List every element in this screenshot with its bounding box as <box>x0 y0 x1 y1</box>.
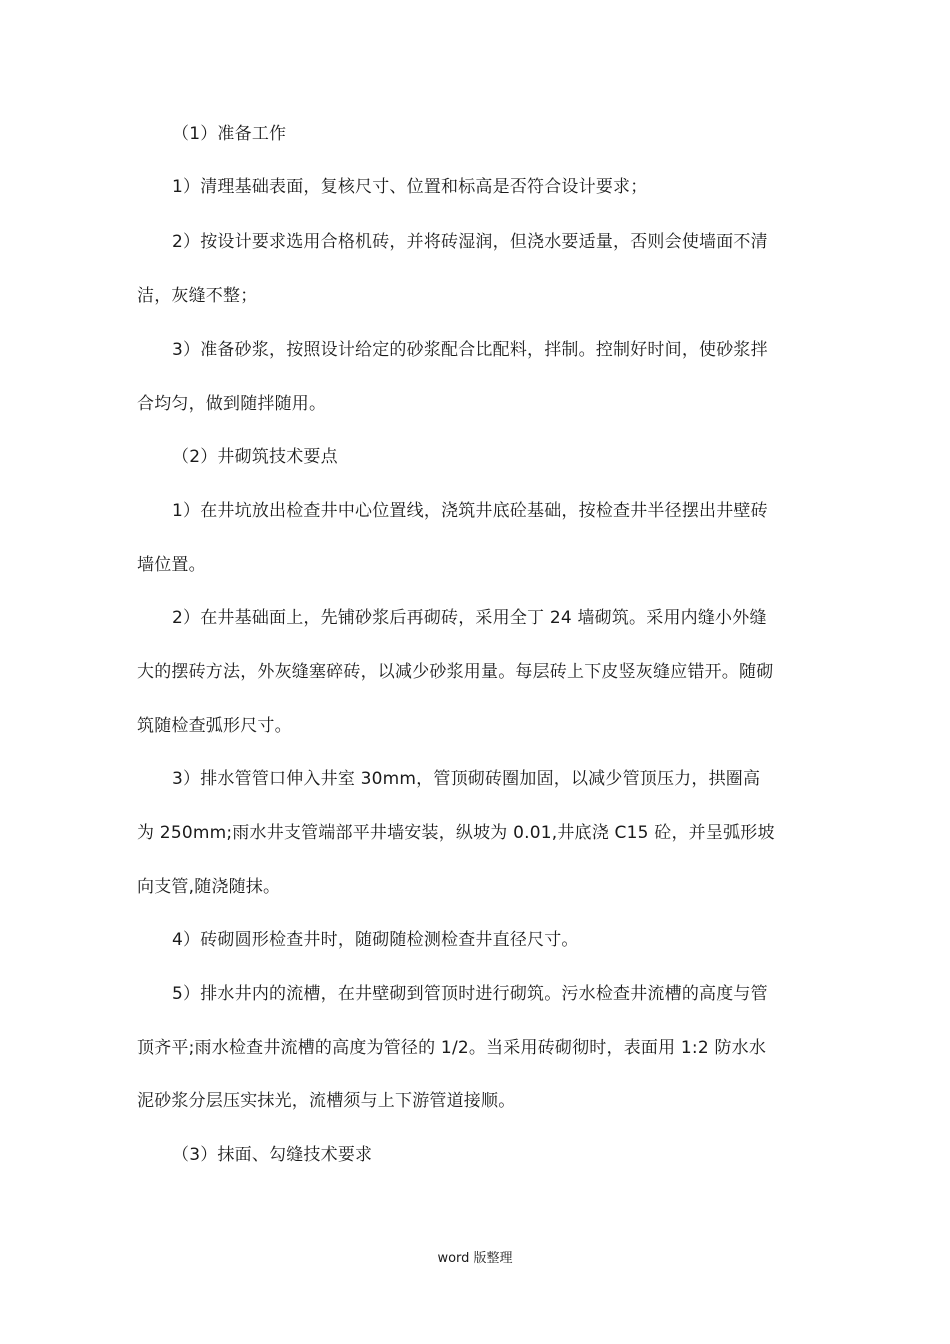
paragraph-line: 合均匀，做到随拌随用。 <box>137 394 327 414</box>
paragraph-line: 为 250mm;雨水井支管端部平井墙安装，纵坡为 0.01,井底浇 C15 砼，并呈弧形坡 <box>137 823 775 843</box>
paragraph-line: 5）排水井内的流槽，在井壁砌到管顶时进行砌筑。污水检查井流槽的高度与管 <box>172 984 768 1004</box>
paragraph-line: 泥砂浆分层压实抹光，流槽须与上下游管道接顺。 <box>137 1091 516 1111</box>
heading-plastering: （3）抹面、勾缝技术要求 <box>172 1145 373 1165</box>
paragraph-line: 3）排水管管口伸入井室 30mm，管顶砌砖圈加固，以减少管顶压力，拱圈高 <box>172 769 761 789</box>
paragraph-line: 2）按设计要求选用合格机砖，并将砖湿润，但浇水要适量，否则会使墙面不清 <box>172 232 768 252</box>
paragraph-line: 1）清理基础表面，复核尺寸、位置和标高是否符合设计要求； <box>172 177 648 197</box>
paragraph-line: 向支管,随浇随抹。 <box>137 877 281 897</box>
paragraph-line: 洁，灰缝不整； <box>137 286 258 306</box>
paragraph-line: 3）准备砂浆，按照设计给定的砂浆配合比配料，拌制。控制好时间，使砂浆拌 <box>172 340 768 360</box>
paragraph-line: 筑随检查弧形尺寸。 <box>137 716 292 736</box>
paragraph-line: 4）砖砌圆形检查井时，随砌随检测检查井直径尺寸。 <box>172 930 579 950</box>
paragraph-line: 墙位置。 <box>137 555 206 575</box>
heading-preparation: （1）准备工作 <box>172 124 287 144</box>
heading-masonry: （2）井砌筑技术要点 <box>172 447 338 467</box>
page-footer: word 版整理 <box>437 1251 513 1266</box>
paragraph-line: 顶齐平;雨水检查井流槽的高度为管径的 1/2。当采用砖砌彻时，表面用 1:2 防水水 <box>137 1038 767 1058</box>
paragraph-line: 1）在井坑放出检查井中心位置线，浇筑井底砼基础，按检查井半径摆出井壁砖 <box>172 501 768 521</box>
paragraph-line: 大的摆砖方法，外灰缝塞碎砖，以减少砂浆用量。每层砖上下皮竖灰缝应错开。随砌 <box>137 662 774 682</box>
paragraph-line: 2）在井基础面上，先铺砂浆后再砌砖，采用全丁 24 墙砌筑。采用内缝小外缝 <box>172 608 767 628</box>
